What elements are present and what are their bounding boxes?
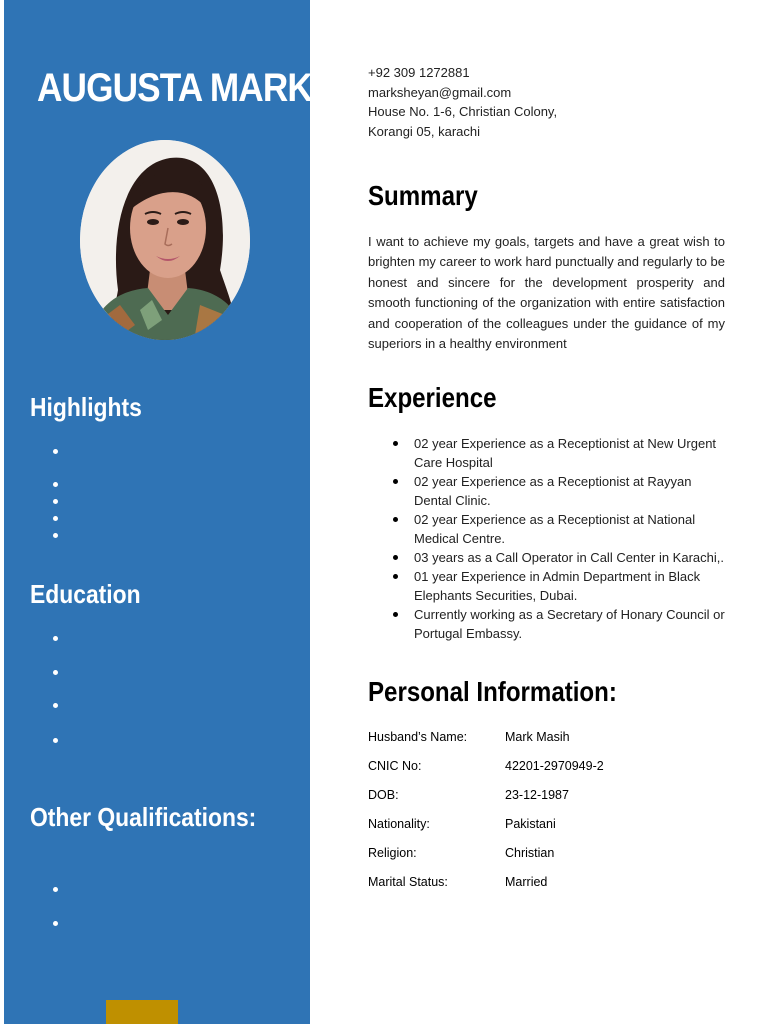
- experience-item: 02 year Experience as a Receptionist at National Medical Centre.: [368, 510, 730, 548]
- address-line-1: House No. 1-6, Christian Colony,: [368, 104, 558, 119]
- education-heading: Education: [30, 579, 141, 609]
- info-label: Husband’s Name:: [368, 730, 468, 744]
- info-label: CNIC No:: [368, 759, 422, 773]
- education-bullet: [53, 670, 58, 675]
- highlights-bullet: [53, 499, 58, 504]
- other-qualifications-heading: Other Qualifications:: [30, 802, 257, 832]
- experience-item: 01 year Experience in Admin Department in Black Elephants Securities, Dubai.: [368, 567, 730, 605]
- info-label: Religion:: [368, 846, 417, 860]
- experience-item: Currently working as a Secretary of Honary Council or Portugal Embassy.: [368, 605, 730, 643]
- other-qualifications-bullet: [53, 887, 58, 892]
- info-label: DOB:: [368, 788, 399, 802]
- candidate-name: AUGUSTA MARK: [37, 66, 312, 110]
- highlights-bullet: [53, 449, 58, 454]
- highlights-bullet: [53, 516, 58, 521]
- info-label: Nationality:: [368, 817, 430, 831]
- contact-block: [368, 63, 557, 141]
- education-bullet: [53, 738, 58, 743]
- experience-item: 03 years as a Call Operator in Call Center in Karachi,.: [368, 548, 730, 567]
- info-value: 23-12-1987: [505, 788, 569, 802]
- profile-photo-illustration: [80, 140, 250, 340]
- summary-heading: Summary: [368, 180, 478, 211]
- highlights-bullet: [53, 533, 58, 538]
- personal-information-heading: Personal Information:: [368, 676, 617, 707]
- info-value: Christian: [505, 846, 555, 860]
- experience-item: 02 year Experience as a Receptionist at New Urgent Care Hospital: [368, 434, 730, 472]
- education-bullet: [53, 703, 58, 708]
- highlights-heading: Highlights: [30, 392, 142, 422]
- address-line-2: Korangi 05, karachi: [368, 123, 481, 139]
- other-qualifications-bullet: [53, 921, 58, 926]
- info-value: Mark Masih: [505, 730, 570, 744]
- info-label: Marital Status:: [368, 875, 448, 889]
- info-value: Pakistani: [505, 817, 556, 831]
- email-address: marksheyan@gmail.com: [368, 84, 512, 100]
- education-bullet: [53, 636, 58, 641]
- summary-text: I want to achieve my goals, targets and have a great wish to brighten my career to work hard punctually and regularly to be honest and sincere for the development prosperity and smooth functioning of the organization with entire satisfaction and cooperation of the colleagues under the guidance of my superiors in a healthy environment: [368, 234, 725, 352]
- experience-heading: Experience: [368, 382, 497, 413]
- experience-item: 02 year Experience as a Receptionist at Rayyan Dental Clinic.: [368, 472, 730, 510]
- info-value: 42201-2970949-2: [505, 759, 604, 773]
- experience-list: [368, 434, 730, 643]
- phone-number: +92 309 1272881: [368, 65, 470, 80]
- accent-block: [106, 1000, 178, 1024]
- profile-photo: [80, 140, 250, 340]
- info-value: Married: [505, 875, 548, 889]
- highlights-bullet: [53, 482, 58, 487]
